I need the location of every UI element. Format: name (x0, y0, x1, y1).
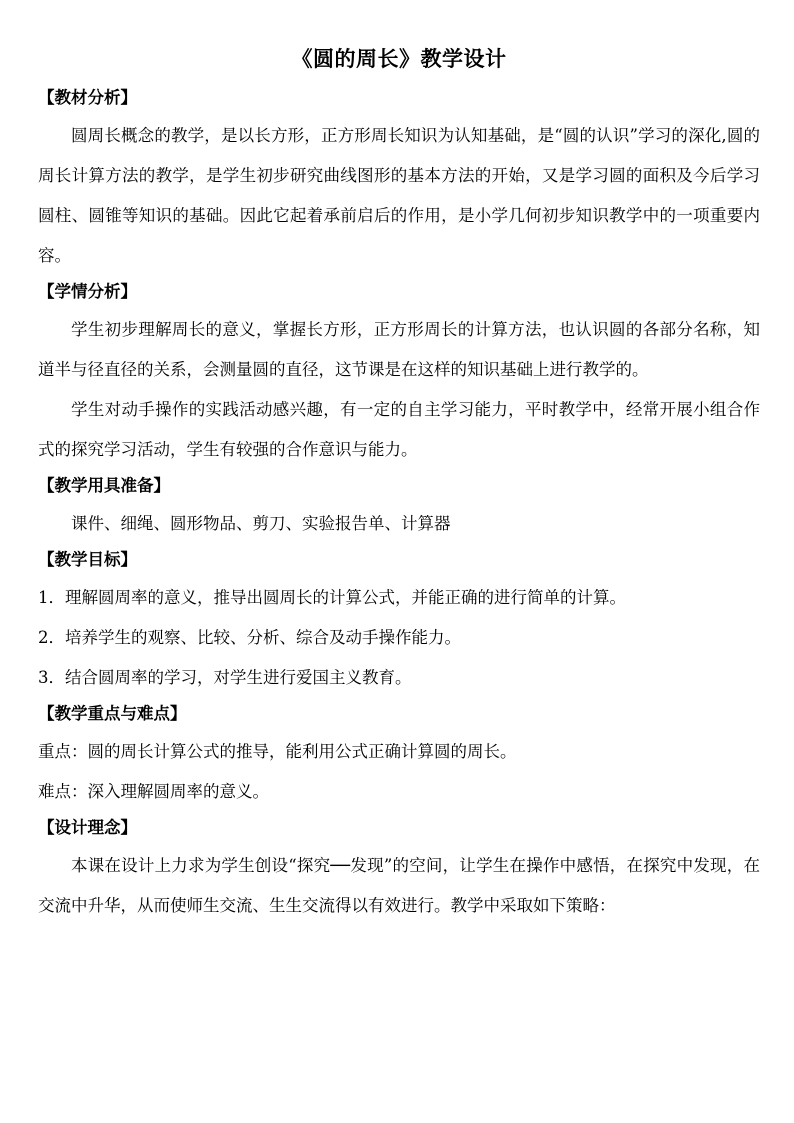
paragraph: 学生初步理解周长的意义，掌握长方形，正方形周长的计算方法，也认识圆的各部分名称，知道半与径直径的关系，会测量圆的直径，这节课是在这样的知识基础上进行教学的。 (38, 320, 760, 379)
section-learner-analysis (38, 280, 760, 470)
section-heading: 【教学目标】 (38, 550, 137, 569)
paragraph: 课件、细绳、圆形物品、剪刀、实验报告单、计算器 (71, 514, 451, 533)
section-design-concept (38, 816, 760, 926)
paragraph: 本课在设计上力求为学生创设“探究──发现”的空间，让学生在操作中感悟，在探究中发现，在交流中升华，从而使师生交流、生生交流得以有效进行。教学中采取如下策略： (38, 856, 760, 915)
paragraph: 学生对动手操作的实践活动感兴趣，有一定的自主学习能力，平时教学中，经常开展小组合作式的探究学习活动，学生有较强的合作意识与能力。 (38, 400, 760, 459)
section-teaching-tools (38, 474, 760, 544)
section-key-points (38, 702, 760, 812)
section-heading: 【设计理念】 (38, 818, 137, 837)
key-point-item: 重点：圆的周长计算公式的推导，能利用公式正确计算圆的周长。 (38, 742, 517, 761)
section-heading: 【学情分析】 (38, 282, 137, 301)
difficulty-item: 难点：深入理解圆周率的意义。 (38, 782, 269, 801)
section-heading: 【教学重点与难点】 (38, 704, 187, 723)
section-heading: 【教学用具准备】 (38, 476, 170, 495)
section-teaching-goals (38, 548, 760, 698)
document-page (38, 44, 760, 930)
paragraph: 圆周长概念的教学，是以长方形，正方形周长知识为认知基础，是“圆的认识”学习的深化,圆的周长计算方法的教学，是学生初步研究曲线图形的基本方法的开始，又是学习圆的面积及今后学习圆柱、圆锥等知识的基础。因此它起着承前启后的作用，是小学几何初步知识教学中的一项重要内容。 (38, 126, 760, 265)
section-textbook-analysis (38, 86, 760, 276)
goal-item: 2．培养学生的观察、比较、分析、综合及动手操作能力。 (38, 628, 461, 647)
section-heading: 【教材分析】 (38, 88, 137, 107)
goal-item: 1．理解圆周率的意义，推导出圆周长的计算公式，并能正确的进行简单的计算。 (38, 588, 626, 607)
document-title: 《圆的周长》教学设计 (291, 46, 507, 71)
goal-item: 3．结合圆周率的学习，对学生进行爱国主义教育。 (38, 668, 412, 687)
